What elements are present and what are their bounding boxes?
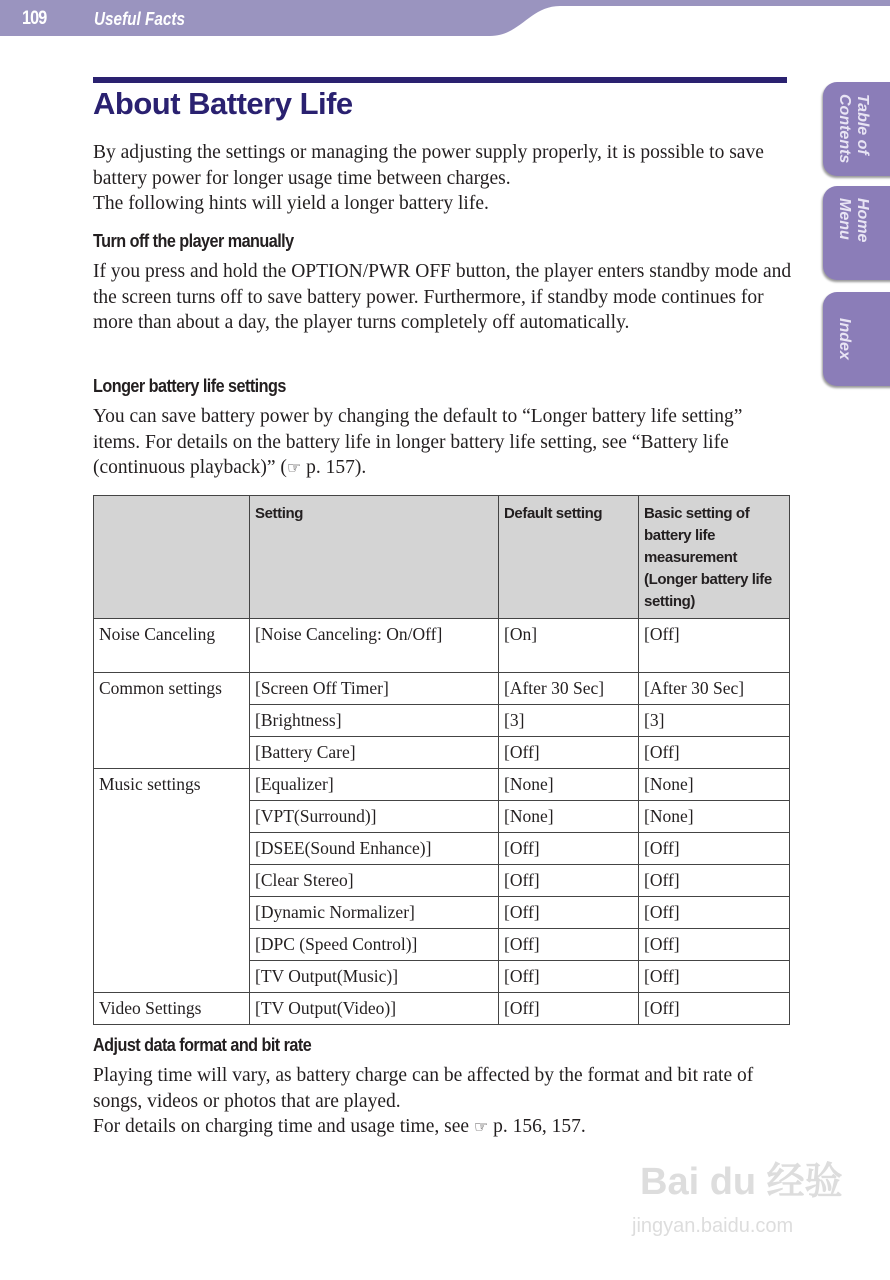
setting-cell: [Screen Off Timer]: [250, 673, 499, 705]
tab-label: Home Menu: [836, 198, 871, 243]
group-name: Music settings: [94, 769, 250, 993]
page-title: About Battery Life: [93, 86, 353, 121]
default-cell: [Off]: [499, 737, 639, 769]
header-default: Default setting: [499, 496, 639, 619]
text: You can save battery power by changing the default to “Longer battery life setting” items. For details on the battery life in longer battery life setting, see “Battery life (continuous playback)” (: [93, 406, 743, 478]
text: For details on charging time and usage time, see: [93, 1116, 474, 1137]
default-cell: [Off]: [499, 961, 639, 993]
reference-hand-icon: ☞: [473, 1117, 489, 1136]
default-cell: [After 30 Sec]: [499, 673, 639, 705]
setting-cell: [Clear Stereo]: [250, 865, 499, 897]
basic-cell: [3]: [639, 705, 790, 737]
tab-home-menu[interactable]: [823, 186, 890, 280]
tab-label: Index: [836, 318, 853, 360]
header-blank: [94, 496, 250, 619]
setting-cell: [VPT(Surround)]: [250, 801, 499, 833]
header-setting: Setting: [250, 496, 499, 619]
basic-cell: [Off]: [639, 929, 790, 961]
heading-longer-battery: Longer battery life settings: [93, 376, 286, 396]
settings-table: [93, 495, 790, 1025]
intro-2: The following hints will yield a longer battery life.: [93, 193, 489, 214]
default-cell: [Off]: [499, 897, 639, 929]
default-cell: [Off]: [499, 865, 639, 897]
basic-cell: [Off]: [639, 993, 790, 1025]
setting-cell: [DPC (Speed Control)]: [250, 929, 499, 961]
reference-hand-icon: ☞: [286, 458, 302, 477]
page-number: 109: [22, 8, 47, 29]
default-cell: [Off]: [499, 833, 639, 865]
heading-turn-off: Turn off the player manually: [93, 231, 294, 251]
data-format-body: Playing time will vary, as battery charge can be affected by the format and bit rate of songs, videos or photos that are played.: [93, 1065, 754, 1112]
table-row: [94, 619, 790, 673]
default-cell: [Off]: [499, 929, 639, 961]
group-name: Video Settings: [94, 993, 250, 1025]
data-format-body-2: [93, 1114, 793, 1140]
default-cell: [3]: [499, 705, 639, 737]
table-row: [94, 769, 790, 801]
tab-index[interactable]: [823, 292, 890, 386]
basic-cell: [Off]: [639, 619, 790, 673]
default-cell: [None]: [499, 801, 639, 833]
setting-cell: [Battery Care]: [250, 737, 499, 769]
table-row: [94, 673, 790, 705]
setting-cell: [DSEE(Sound Enhance)]: [250, 833, 499, 865]
watermark-url: jingyan.baidu.com: [632, 1215, 794, 1237]
basic-cell: [Off]: [639, 833, 790, 865]
setting-cell: [Brightness]: [250, 705, 499, 737]
basic-cell: [None]: [639, 801, 790, 833]
tab-label: Table of Contents: [836, 94, 871, 164]
section-title: Useful Facts: [94, 9, 185, 29]
page-header: [0, 0, 890, 36]
heading-data-format: Adjust data format and bit rate: [93, 1035, 312, 1055]
basic-cell: [Off]: [639, 737, 790, 769]
table-row: [94, 993, 790, 1025]
group-name: Noise Canceling: [94, 619, 250, 673]
basic-cell: [Off]: [639, 865, 790, 897]
setting-cell: [Noise Canceling: On/Off]: [250, 619, 499, 673]
setting-cell: [Equalizer]: [250, 769, 499, 801]
default-cell: [On]: [499, 619, 639, 673]
intro-1: By adjusting the settings or managing the power supply properly, it is possible to save battery power for longer usage time between charges.: [93, 142, 764, 189]
default-cell: [None]: [499, 769, 639, 801]
group-name: Common settings: [94, 673, 250, 769]
setting-cell: [TV Output(Video)]: [250, 993, 499, 1025]
turn-off-body: If you press and hold the OPTION/PWR OFF button, the player enters standby mode and the screen turns off to save battery power. Furthermore, if standby mode continues for more than about a day, the player turns completely off automatically.: [93, 261, 792, 333]
page-link[interactable]: p. 156, 157.: [488, 1116, 586, 1137]
basic-cell: [Off]: [639, 961, 790, 993]
header-basic: Basic setting of battery life measurement (Longer battery life setting): [639, 496, 790, 619]
longer-battery-body: [93, 404, 793, 481]
setting-cell: [Dynamic Normalizer]: [250, 897, 499, 929]
default-cell: [Off]: [499, 993, 639, 1025]
page-link[interactable]: p. 157).: [301, 457, 367, 478]
watermark-logo: Bai du 经验: [640, 1161, 843, 1203]
basic-cell: [None]: [639, 769, 790, 801]
tab-table-of-contents[interactable]: [823, 82, 890, 176]
setting-cell: [TV Output(Music)]: [250, 961, 499, 993]
basic-cell: [After 30 Sec]: [639, 673, 790, 705]
title-rule: [93, 77, 787, 83]
basic-cell: [Off]: [639, 897, 790, 929]
